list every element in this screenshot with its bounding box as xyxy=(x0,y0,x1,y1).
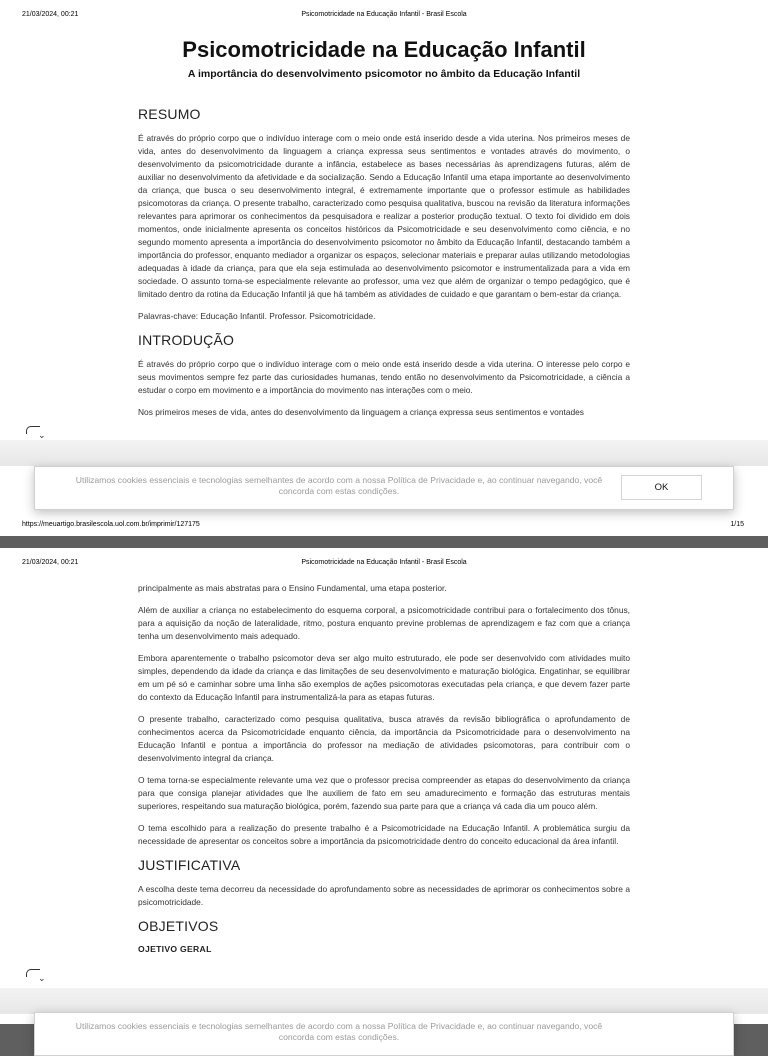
print-header xyxy=(0,559,768,571)
section-heading-resumo: RESUMO xyxy=(138,106,201,122)
body-paragraph: O presente trabalho, caracterizado como pesquisa qualitativa, busca através da revisão bibliográfica o aprofundamento de conhecimentos acerca da Psicomotricidade enquanto ciência, da importância da Psicomotricidade para o desenvolvimento na Educação Infantil e pontua a importância do professor na mediação de atividades psicomotoras, para contribuir com o desenvolvimento integral da criança. xyxy=(138,714,630,763)
intro-paragraph: É através do próprio corpo que o indivíduo interage com o meio onde está inserido desde a vida uterina. O interesse pelo corpo e seus movimentos sempre fez parte das curiosidades humanas, tendo então no desenvolvimento da Psicomotricidade, a ciência a estudar o corpo em movimento e a importância do movimento nas interações com o meio. xyxy=(138,359,630,395)
intro-paragraph: Nos primeiros meses de vida, antes do desenvolvimento da linguagem a criança expressa seus sentimentos e vontades xyxy=(138,407,584,417)
print-header xyxy=(0,11,768,23)
chevron-down-icon[interactable]: ⌄ xyxy=(38,430,46,440)
section-heading-introducao: INTRODUÇÃO xyxy=(138,332,235,348)
content-fade xyxy=(0,988,768,1014)
section-heading-justificativa: JUSTIFICATIVA xyxy=(138,857,241,873)
body-paragraph: Além de auxiliar a criança no estabelecimento do esquema corporal, a psicomotricidade contribui para o fortalecimento dos tônus, para a aquisição da noção de lateralidade, ritmo, postura enquanto previne problemas de aprendizagem e faz com que a criança tenha um desenvolvimento mais adequado. xyxy=(138,605,630,641)
print-date: 21/03/2024, 00:21 xyxy=(22,11,79,18)
cookie-banner xyxy=(34,466,734,510)
chevron-down-icon[interactable]: ⌄ xyxy=(38,973,46,983)
cookie-ok-button[interactable]: OK xyxy=(621,475,702,500)
resumo-paragraph: É através do próprio corpo que o indivíduo interage com o meio onde está inserido desde a vida uterina. Nos primeiros meses de vida, antes do desenvolvimento da linguagem a criança expressa seus sentimentos e vontades através do movimento, o desenvolvimento da psicomotricidade durante a infância, estabelece as bases necessárias às aprendizagens futuras, além de auxiliar no desenvolvimento da afetividade e da socialização. Sendo a Educação Infantil uma etapa importante ao desenvolvimento da criança, que busca o seu desenvolvimento integral, é extremamente importante que o professor estimule as habilidades psicomotoras da criança. O presente trabalho, caracterizado como pesquisa qualitativa, buscou na revisão da literatura informações relevantes para aprimorar os conhecimentos da pesquisadora e realizar a posterior produção textual. O texto foi dividido em dois momentos, onde inicialmente apresenta os conceitos históricos da Psicomotricidade e seu desenvolvimento como ciência, e no segundo momento apresenta a importância do desenvolvimento psicomotor no âmbito da Educação Infantil, destacando também a importância do professor, enquanto mediador a organizar os espaços, selecionar materiais e preparar aulas utilizando metodologias adequadas à idade da criança, para que ela seja estimulada ao desenvolvimento psicomotor e instrumentalizada para a vida em sociedade. O assunto torna-se especialmente relevante ao professor, uma vez que além de organizar o tempo pedagógico, que é limitado dentro da rotina da Educação Infantil já que há também as atividades de cuidado e que garantam o bem-estar da criança. xyxy=(138,133,630,299)
article-title: Psicomotricidade na Educação Infantil xyxy=(182,37,586,62)
print-url: https://meuartigo.brasilescola.uol.com.br/imprimir/127175 xyxy=(22,521,200,528)
subheading-objetivo-geral: OJETIVO GERAL xyxy=(138,944,212,954)
section-heading-objetivos: OBJETIVOS xyxy=(138,918,219,934)
print-page-number: 1/15 xyxy=(730,521,744,528)
print-page-title: Psicomotricidade na Educação Infantil - Brasil Escola xyxy=(301,559,467,566)
article-subtitle: A importância do desenvolvimento psicomotor no âmbito da Educação Infantil xyxy=(187,68,581,80)
body-paragraph: O tema escolhido para a realização do presente trabalho é a Psicomotricidade na Educação Infantil. A problemática surgiu da necessidade de apresentar os conceitos sobre a importância da psicomotricidade dentro do conceito educacional da área infantil. xyxy=(138,823,630,846)
body-paragraph: Embora aparentemente o trabalho psicomotor deva ser algo muito estruturado, ele pode ser desenvolvido com atividades muito simples, dependendo da idade da criança e das limitações de seu desenvolvimento e maturação biológica. Engatinhar, se equilibrar em um pé só e caminhar sobre uma linha são exemplos de ações psicomotoras executadas pela criança, e que devem fazer parte do contexto da Educação Infantil para instrumentalizá-la para as etapas futuras. xyxy=(138,653,630,702)
article-body-continued xyxy=(138,582,630,988)
article-body xyxy=(138,106,630,440)
cookie-message: Utilizamos cookies essenciais e tecnologias semelhantes de acordo com a nossa Política de Privacidade e, ao continuar navegando, você concorda com estas condições. xyxy=(75,475,603,496)
cookie-message: Utilizamos cookies essenciais e tecnologias semelhantes de acordo com a nossa Política de Privacidade e, ao continuar navegando, você concorda com estas condições. xyxy=(75,1021,603,1042)
cookie-banner xyxy=(34,1012,734,1056)
body-paragraph: O tema torna-se especialmente relevante uma vez que o professor precisa compreender as etapas do desenvolvimento da criança para que consiga planejar atividades que lhe auxiliem de fato em seu amadurecimento e formação das estruturas mentais superiores, respeitando sua maturação biológica, porém, fazendo sua parte para que a criança vá cada dia um pouco além. xyxy=(138,775,630,811)
body-paragraph: principalmente as mais abstratas para o Ensino Fundamental, uma etapa posterior. xyxy=(138,583,447,593)
print-page-title: Psicomotricidade na Educação Infantil - Brasil Escola xyxy=(301,11,467,18)
content-fade xyxy=(0,440,768,466)
keywords: Palavras-chave: Educação Infantil. Professor. Psicomotricidade. xyxy=(138,311,376,321)
print-footer xyxy=(0,521,768,533)
print-date: 21/03/2024, 00:21 xyxy=(22,559,79,566)
justificativa-paragraph: A escolha deste tema decorreu da necessidade do aprofundamento sobre as necessidades de aprimorar os conhecimentos sobre a psicomotricidade. xyxy=(138,884,630,907)
